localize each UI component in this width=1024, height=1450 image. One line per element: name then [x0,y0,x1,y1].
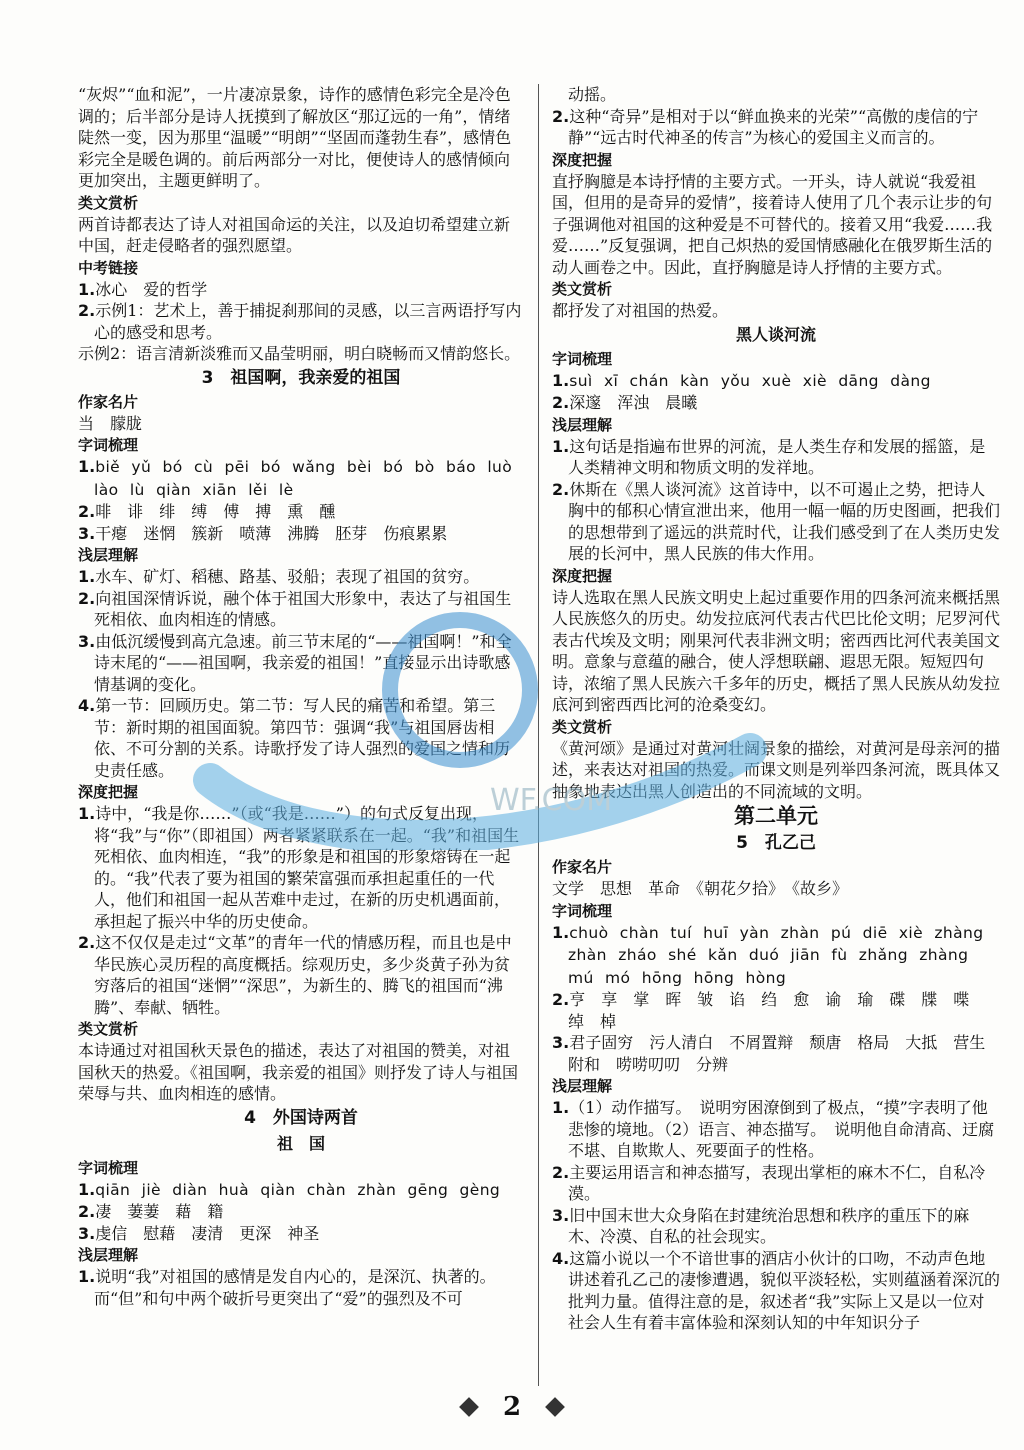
left-column [78,84,524,1309]
leiwen-r2-text: 《黄河颂》是通过对黄河壮阔景象的描绘，对黄河是母亲河的描述，来表达对祖国的热爱。而课文则是列举四条河流，既具体又抽象地表达出黑人创造出的不同流域的文明。 [552,738,1001,801]
lesson-3-title: 3 祖国啊，我亲爱的祖国 [201,367,401,388]
heading-leiwen-2: 类文赏析 [78,1020,139,1038]
heading-shendu-r: 深度把握 [552,150,613,169]
qianceng2-item-1: 1.说明“我”对祖国的感情是发自内心的，是深沉、执著的。而“但”和句中两个破折号更突出了“爱”的强烈及不可 [78,1267,496,1308]
heading-leiwen-r2: 类文赏析 [552,717,613,736]
qianceng-r2-item-1: 1.（1）动作描写。 说明穷困潦倒到了极点，“摸”字表明了他悲惨的境地。（2）语言、神态描写。 说明他自命清高、迂腐不堪、自欺欺人、死要面子的性格。 [552,1098,995,1160]
poem-subtitle: 黑人谈河流 [735,324,816,344]
heading-shendu-r2: 深度把握 [552,566,613,585]
heading-zhongkao: 中考链接 [78,258,139,277]
zuojia-r-text: 文学 思想 革命 《朝花夕拾》 《故乡》 [552,879,849,898]
zici2-item-1: 1.qiān jiè diàn huà qiàn chàn zhàn gēng gèng [78,1179,501,1199]
heading-leiwen-1: 类文赏析 [78,193,139,212]
qianceng-r2-item-4: 4.这篇小说以一个不谙世事的酒店小伙计的口吻，不动声色地讲述着孔乙己的凄惨遭遇，貌似平淡轻松，实则蕴涵着深沉的批判力量。值得注意的是，叙述者“我”实际上又是以一位对社会人生有着丰富体验和深刻认知的中年知识分子 [552,1248,1001,1332]
heading-zici: 字词梳理 [78,436,139,454]
zhongkao-item-2: 2.示例1：艺术上，善于捕捉刹那间的灵感，以三言两语抒写内心的感受和思考。 [78,301,522,342]
zici-r-item-1: 1.suì xī chán kàn yǒu xuè xiè dāng dàng [552,370,931,390]
zici-item-3: 3.干瘪 迷惘 簇新 喷薄 沸腾 胚芽 伤痕累累 [78,523,448,543]
shendu-item-2: 2.这不仅仅是走过“文革”的青年一代的情感历程，而且也是中华民族心灵历程的高度概括。综观历史，多少炎黄子孙为贫穷落后的祖国“迷惘”“深思”，为新生的、腾飞的祖国而“沸腾”、奉献、牺牲。 [78,933,512,1017]
heading-zuojia-r: 作家名片 [552,858,613,876]
right-item-2: 2.这种“奇异”是相对于以“鲜血换来的光荣”“高傲的虔信的宁静”“远古时代神圣的传言”为核心的爱国主义而言的。 [552,106,979,147]
heading-qianceng-r2: 浅层理解 [552,1077,613,1095]
zici-r2-item-1: 1.chuò chàn tuí huī yàn zhàn pú diē xiè zhàng zhàn zháo shé kǎn duó jiān fù zhǎng zhàng mú mó hōng hōng hòng [552,922,984,987]
zici-item-2: 2.啡 诽 绯 缚 傅 搏 熏 醺 [78,502,336,521]
zici-r2-item-2: 2.亨 享 掌 晖 皱 谄 绉 愈 谕 瑜 碟 牒 喋 绰 棹 [552,990,986,1031]
leiwen-1-text: 两首诗都表达了诗人对祖国命运的关注，以及迫切希望建立新中国，赶走侵略者的强烈愿望。 [78,214,511,255]
page-footer [0,1392,1024,1432]
column-divider [538,84,539,1386]
leiwen-2-text: 本诗通过对祖国秋天景色的描述，表达了对祖国的赞美，对祖国秋天的热爱。《祖国啊，我亲爱的祖国》则抒发了诗人与祖国荣辱与共、血肉相连的感情。 [78,1041,519,1103]
lesson-5-title: 5 孔乙己 [736,833,816,853]
heading-zici-r2: 字词梳理 [552,901,613,920]
heading-qianceng-r: 浅层理解 [552,415,613,434]
lesson-4-subtitle: 祖 国 [276,1133,325,1153]
qianceng-item-1: 1.水车、矿灯、稻穗、路基、驳船；表现了祖国的贫穷。 [78,567,480,586]
watermark-text: WF.COM [490,783,613,818]
continued-text: 动摇。 [568,85,617,104]
zici-r2-item-3: 3.君子固穷 污人清白 不屑置辩 颓唐 格局 大抵 营生 附和 唠唠叨叨 分辨 [552,1033,1002,1074]
heading-zici-2: 字词梳理 [78,1158,139,1177]
right-diamond-icon [545,1397,565,1417]
right-column [552,84,1000,1334]
zici-r-item-2: 2.深邃 浑浊 晨曦 [552,393,698,412]
zuojia-text: 当 朦胧 [78,413,143,433]
shendu-item-1: 1.诗中，“我是你……”（或“我是……”）的句式反复出现，将“我”与“你”（即祖国）两者紧紧联系在一起。“我”和祖国生死相依、血肉相连，“我”的形象是和祖国的形象熔铸在一起的。“我”代表了要为祖国的繁荣富强而承担起重任的一代人，他们和祖国一起从苦难中走过，在新的历史机遇面前，承担起了振兴中华的历史使命。 [78,804,520,931]
qianceng-item-4: 4.第一节：回顾历史。第二节：写人民的痛苦和希望。第三节：新时期的祖国面貌。第四节：强调“我”与祖国唇齿相依、不可分割的关系。诗歌抒发了诗人强烈的爱国之情和历史责任感。 [78,696,511,780]
qianceng-r-item-1: 1.这句话是指遍布世界的河流，是人类生存和发展的摇篮，是人类精神文明和物质文明的发祥地。 [552,436,986,477]
qianceng-r2-item-3: 3.旧中国末世大众身陷在封建统治思想和秩序的重压下的麻木、冷漠、自私的社会现实。 [552,1205,970,1246]
heading-zuojia: 作家名片 [78,392,139,411]
zici2-item-3: 3.虔信 慰藉 凄清 更深 神圣 [78,1223,320,1243]
qianceng-item-2: 2.向祖国深情诉说，融个体于祖国大形象中，表达了与祖国生死相依、血肉相连的情感。 [78,588,512,629]
heading-leiwen-r: 类文赏析 [552,280,613,298]
unit-2-title: 第二单元 [734,804,818,828]
heading-shendu: 深度把握 [78,783,139,801]
shendu-r-text: 直抒胸臆是本诗抒情的主要方式。一开头，诗人就说“我爱祖国，但用的是奇异的爱情”，接着诗人使用了几个表示让步的句子强调他对祖国的这种爱是不可替代的。接着又用“我爱……我爱……”反复强调，把自己炽热的爱国情感融化在俄罗斯生活的动人画卷之中。因此，直抒胸臆是诗人抒情的主要方式。 [552,171,993,277]
heading-zici-r: 字词梳理 [552,349,613,368]
page-number: 2 [502,1392,522,1422]
left-diamond-icon [459,1397,479,1417]
lesson-4-title: 4 外国诗两首 [244,1107,358,1128]
zici2-item-2: 2.凄 萋萋 藉 籍 [78,1202,224,1221]
zici-item-1: 1.biě yǔ bó cù pēi bó wǎng bèi bó bò báo luò lào lù qiàn xiān lěi lè [78,457,513,499]
zhongkao-item-2b: 示例2：语言清新淡雅而又晶莹明丽，明白晓畅而又情韵悠长。 [78,344,521,363]
intro-paragraph: “灰烬”“血和泥”，一片凄凉景象，诗作的感情色彩完全是冷色调的；后半部分是诗人抚摸到了解放区“那辽远的一角”，情绪陡然一变，因为那里“温暖”“明朗”“坚固而蓬勃生春”，感情色彩完全是暖色调的。前后两部分一对比，便使诗人的感情倾向更加突出，主题更鲜明了。 [78,85,512,190]
qianceng-r2-item-2: 2.主要运用语言和神态描写，表现出掌柜的麻木不仁，自私冷漠。 [552,1162,986,1203]
qianceng-r-item-2: 2.休斯在《黑人谈河流》这首诗中，以不可遏止之势，把诗人胸中的郁积心情宣泄出来，他用一幅一幅的历史图画，把我们的思想带到了遥远的洪荒时代，让我们感受到了在人类历史发展的长河中，黑人民族的伟大作用。 [552,479,1001,563]
qianceng-item-3: 3.由低沉缓慢到高亢急速。前三节末尾的“——祖国啊！”和全诗末尾的“——祖国啊，我亲爱的祖国！”直接显示出诗歌感情基调的变化。 [78,631,512,694]
heading-qianceng: 浅层理解 [78,546,139,564]
shendu-r2-text: 诗人选取在黑人民族文明史上起过重要作用的四条河流来概括黑人民族悠久的历史。幼发拉底河代表古代巴比伦文明；尼罗河代表古代埃及文明；刚果河代表非洲文明；密西西比河代表美国文明。意象与意蕴的融合，使人浮想联翩、遐思无限。短短四句诗，浓缩了黑人民族六千多年的历史，概括了黑人民族从幼发拉底河到密西西比河的沧桑变幻。 [552,587,1001,714]
zhongkao-item-1: 1.冰心 爱的哲学 [78,279,208,299]
heading-qianceng-2: 浅层理解 [78,1246,139,1264]
leiwen-r-text: 都抒发了对祖国的热爱。 [552,301,729,320]
